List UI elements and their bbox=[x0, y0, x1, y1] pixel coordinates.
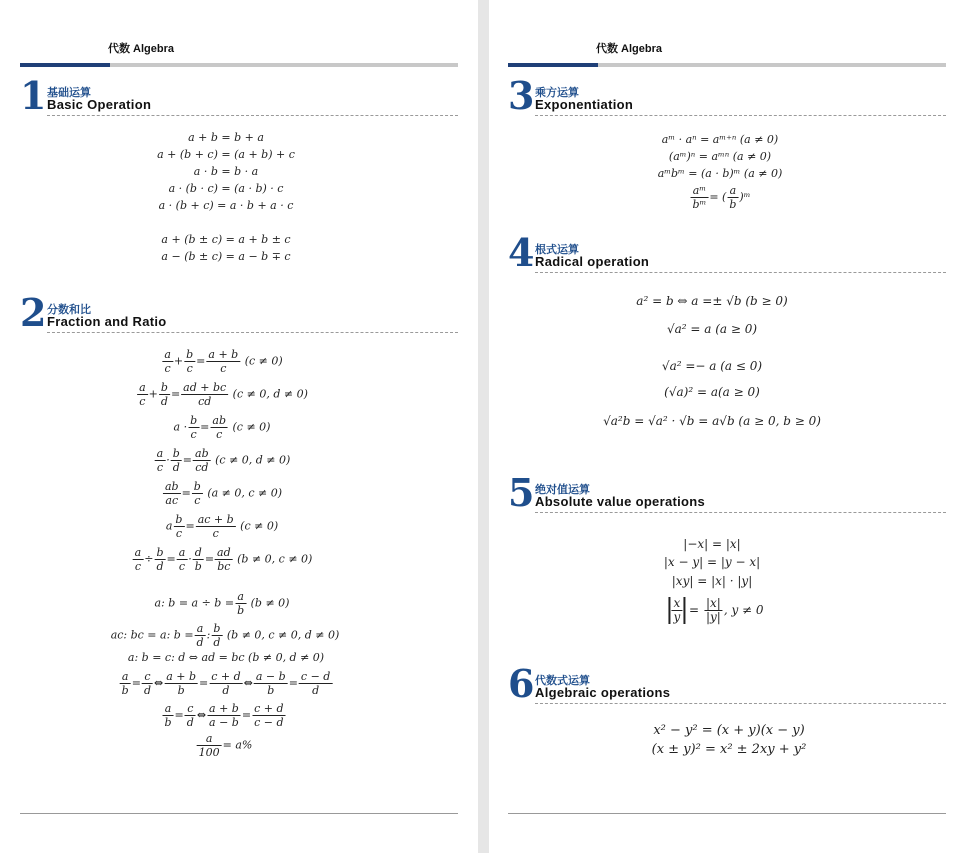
formula-fraction-divide: $\frac{a}{c}$ ÷ $\frac{b}{d}$ = $\frac{a}{c}$ · $\frac{d}{b}$ = $\frac{ad}{bc}$ (b ≠ 0, c ≠ 0) bbox=[134, 546, 313, 573]
section-divider bbox=[47, 115, 458, 116]
formula-power-of-power: (aᵐ)ⁿ = aᵐⁿ (a ≠ 0) bbox=[668, 150, 772, 163]
formula-commutative-add: a + b = b + a bbox=[188, 131, 264, 144]
section-divider bbox=[535, 272, 946, 273]
formula-ratio-scaling: ac: bc = a: b = $\frac{a}{d}$ : $\frac{b}{d}$ (b ≠ 0, c ≠ 0, d ≠ 0) bbox=[110, 622, 340, 649]
page-right bbox=[489, 0, 969, 853]
formula-fraction-add-diff-denominator: $\frac{a}{c}$ + $\frac{b}{d}$ = $\frac{ad + bc}{cd}$ (c ≠ 0, d ≠ 0) bbox=[139, 381, 308, 408]
section-title-zh: 分数和比 bbox=[47, 303, 91, 316]
section-divider bbox=[47, 332, 458, 333]
formula-abs-product: |xy| = |x| · |y| bbox=[671, 574, 753, 588]
formula-fraction-cancel: $\frac{ab}{ac}$ = $\frac{b}{c}$ (a ≠ 0, c ≠ 0) bbox=[164, 480, 283, 507]
section-divider bbox=[535, 115, 946, 116]
section-number: 5 bbox=[508, 470, 535, 515]
section-title-en: Basic Operation bbox=[47, 97, 152, 112]
section-title-zh: 绝对值运算 bbox=[535, 483, 590, 496]
formula-sub-paren: a − (b ± c) = a − b ∓ c bbox=[161, 250, 291, 263]
formula-associative-mul: a · (b · c) = (a · b) · c bbox=[168, 182, 284, 195]
section-number: 4 bbox=[508, 230, 535, 275]
formula-distributive: a · (b + c) = a · b + a · c bbox=[158, 199, 294, 212]
section-heading-algebraic bbox=[508, 661, 946, 710]
section-heading-fraction-ratio bbox=[20, 290, 458, 339]
section-heading-radical bbox=[508, 230, 946, 279]
section-title-zh: 根式运算 bbox=[535, 243, 579, 256]
formula-add-paren: a + (b ± c) = a + b ± c bbox=[161, 233, 291, 246]
header-rule bbox=[20, 63, 458, 67]
formula-commutative-mul: a · b = b · a bbox=[193, 165, 259, 178]
formula-product-of-powers: aᵐ · aⁿ = aᵐ⁺ⁿ (a ≠ 0) bbox=[661, 133, 779, 146]
section-heading-basic-operation bbox=[20, 73, 458, 122]
formula-proportion: a: b = c: d ⇔ ad = bc (b ≠ 0, d ≠ 0) bbox=[127, 651, 325, 664]
section-title-zh: 代数式运算 bbox=[535, 674, 590, 687]
section-number: 1 bbox=[20, 73, 47, 118]
formula-square-of-binomial: (x ± y)² = x² ± 2xy + y² bbox=[651, 742, 807, 757]
formula-sqrt-product: √a²b = √a² · √b = a√b (a ≥ 0, b ≥ 0) bbox=[603, 414, 821, 428]
section-divider bbox=[535, 703, 946, 704]
section-title-en: Exponentiation bbox=[535, 97, 634, 112]
formula-abs-difference: |x − y| = |y − x| bbox=[663, 555, 761, 569]
formula-fraction-add-same-denominator: $\frac{a}{c}$ + $\frac{b}{c}$ = $\frac{a + b}{c}$ (c ≠ 0) bbox=[164, 348, 283, 375]
section-number: 6 bbox=[508, 661, 535, 706]
formula-fraction-multiply: $\frac{a}{c}$ · $\frac{b}{d}$ = $\frac{ab}{cd}$ (c ≠ 0, d ≠ 0) bbox=[156, 447, 291, 474]
formula-abs-negation: |−x| = |x| bbox=[683, 537, 741, 551]
formula-sqrt-square-nonnegative: √a² = a (a ≥ 0) bbox=[666, 322, 758, 336]
formula-power-of-quotient: $\frac{\text{aᵐ}}{\text{bᵐ}}$ = ( $\frac{a}{b}$ )ᵐ bbox=[692, 184, 751, 211]
section-title-en: Fraction and Ratio bbox=[47, 314, 167, 329]
formula-proportion-composition: $\frac{a}{b}$ = $\frac{c}{d}$ ⇔ $\frac{a + b}{b}$ = $\frac{c + d}{d}$ ⇔ $\frac{a - b}{b}$ = $\frac{c - d}{d}$ bbox=[121, 670, 331, 697]
section-title-en: Radical operation bbox=[535, 254, 650, 269]
formula-abs-quotient: $\frac{x}{y}$ = $\frac{|x|}{|y|}$ , y ≠ 0 bbox=[668, 597, 763, 624]
section-title-zh: 乘方运算 bbox=[535, 86, 579, 99]
formula-square-root-definition: a² = b ⇔ a =± √b (b ≥ 0) bbox=[636, 294, 788, 308]
section-number: 2 bbox=[20, 290, 47, 335]
section-heading-absolute-value bbox=[508, 470, 946, 519]
formula-scalar-times-fraction: a · $\frac{b}{c}$ = $\frac{ab}{c}$ (c ≠ 0) bbox=[173, 414, 271, 441]
section-number: 3 bbox=[508, 73, 535, 118]
running-header: 代数 Algebra bbox=[596, 43, 663, 55]
formula-associative-add: a + (b + c) = (a + b) + c bbox=[157, 148, 295, 161]
formula-proportion-componendo-dividendo: $\frac{a}{b}$ = $\frac{c}{d}$ ⇔ $\frac{a + b}{a - b}$ = $\frac{c + d}{c - d}$ bbox=[164, 702, 284, 729]
page-left bbox=[0, 0, 478, 853]
running-header: 代数 Algebra bbox=[108, 43, 175, 55]
formula-difference-of-squares: x² − y² = (x + y)(x − y) bbox=[653, 723, 805, 738]
footer-rule bbox=[20, 813, 458, 814]
section-title-zh: 基础运算 bbox=[47, 86, 91, 99]
formula-sqrt-square-nonpositive: √a² =− a (a ≤ 0) bbox=[661, 359, 763, 373]
formula-power-of-product: aᵐbᵐ = (a · b)ᵐ (a ≠ 0) bbox=[657, 167, 783, 180]
formula-square-of-sqrt: (√a)² = a(a ≥ 0) bbox=[664, 385, 760, 399]
formula-mixed-number: a $\frac{b}{c}$ = $\frac{ac + b}{c}$ (c ≠ 0) bbox=[165, 513, 279, 540]
section-heading-exponentiation bbox=[508, 73, 946, 122]
footer-rule bbox=[508, 813, 946, 814]
section-title-en: Algebraic operations bbox=[535, 685, 671, 700]
section-divider bbox=[535, 512, 946, 513]
section-title-en: Absolute value operations bbox=[535, 494, 706, 509]
header-rule bbox=[508, 63, 946, 67]
formula-ratio-definition: a: b = a ÷ b = $\frac{a}{b}$ (b ≠ 0) bbox=[154, 590, 290, 617]
formula-percent: $\frac{a}{100}$ = a% bbox=[198, 732, 253, 759]
